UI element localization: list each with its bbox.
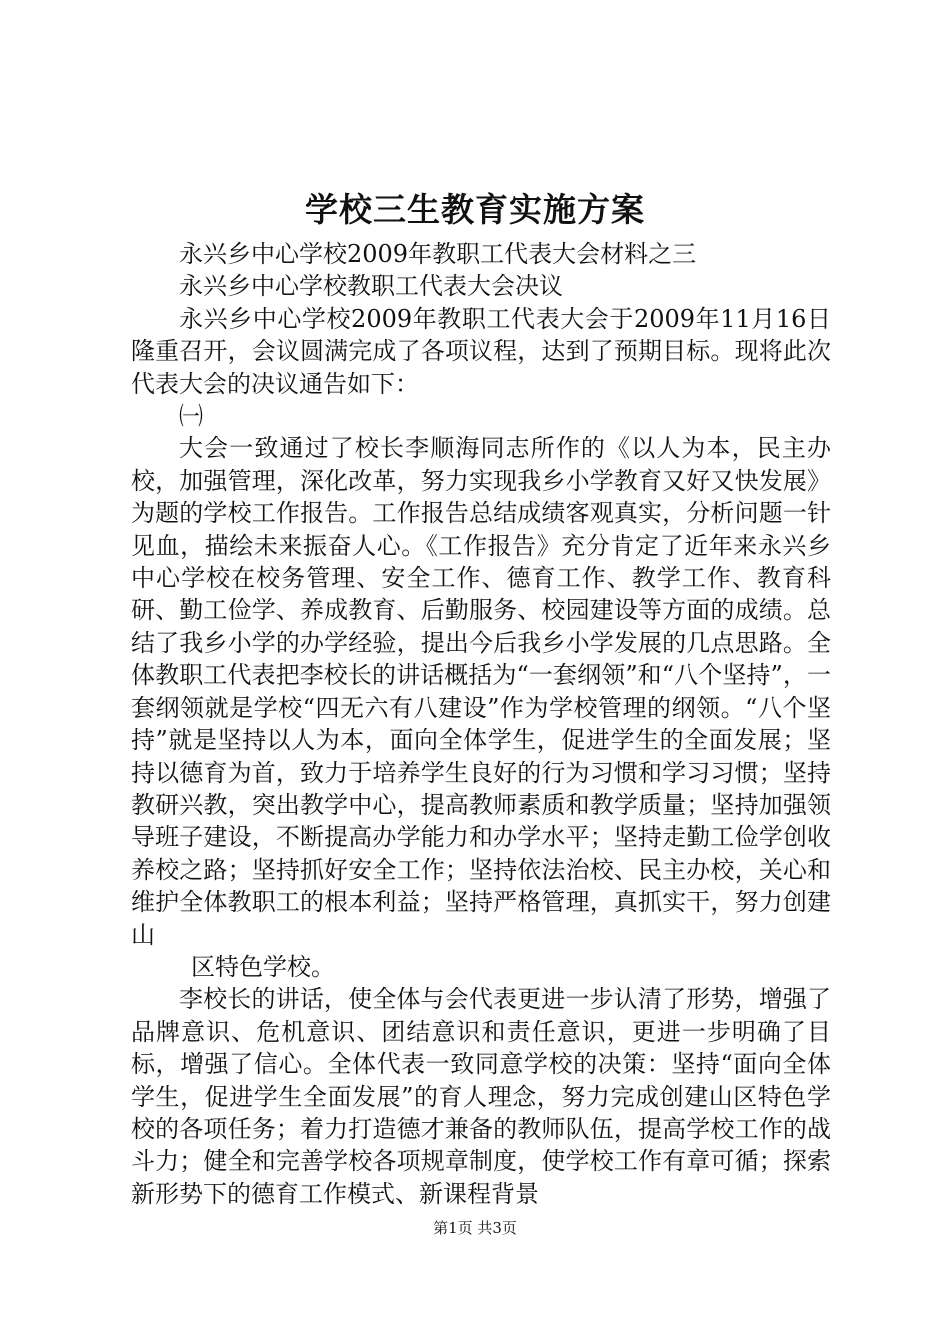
document-body: [131, 238, 831, 1210]
section-number: ㈠: [179, 402, 203, 431]
paragraph-intro: 永兴乡中心学校2009年教职工代表大会于2009年11月16日隆重召开，会议圆满完成了各项议程，达到了预期目标。现将此次代表大会的决议通告如下：: [131, 304, 831, 398]
paragraph-material-heading: 永兴乡中心学校2009年教职工代表大会材料之三: [179, 240, 697, 268]
paragraph-report: 大会一致通过了校长李顺海同志所作的《以人为本，民主办校，加强管理，深化改革，努力实现我乡小学教育又好又快发展》为题的学校工作报告。工作报告总结成绩客观真实，分析问题一针见血，描绘未来振奋人心。《工作报告》充分肯定了近年来永兴乡中心学校在校务管理、安全工作、德育工作、教学工作、教育科研、勤工俭学、养成教育、后勤服务、校园建设等方面的成绩。总结了我乡小学的办学经验，提出今后我乡小学发展的几点思路。全体教职工代表把李校长的讲话概括为“一套纲领”和“八个坚持”，一套纲领就是学校“四无六有八建设”作为学校管理的纲领。“八个坚持”就是坚持以人为本，面向全体学生，促进学生的全面发展；坚持以德育为首，致力于培养学生良好的行为习惯和学习习惯；坚持教研兴教，突出教学中心，提高教师素质和教学质量；坚持加强领导班子建设，不断提高办学能力和办学水平；坚持走勤工俭学创收养校之路；坚持抓好安全工作；坚持依法治校、民主办校，关心和维护全体教职工的根本利益；坚持严格管理，真抓实干，努力创建山: [131, 434, 831, 949]
page-footer: 第1页 共3页: [433, 1219, 517, 1237]
paragraph-resolution-heading: 永兴乡中心学校教职工代表大会决议: [179, 272, 563, 301]
paragraph-speech: 李校长的讲话，使全体与会代表更进一步认清了形势，增强了品牌意识、危机意识、团结意识和责任意识，更进一步明确了目标，增强了信心。全体代表一致同意学校的决策：坚持“面向全体学生，促进学生全面发展”的育人理念，努力完成创建山区特色学校的各项任务；着力打造德才兼备的教师队伍，提高学校工作的战斗力；健全和完善学校各项规章制度，使学校工作有章可循；探索新形势下的德育工作模式、新课程背景: [131, 985, 831, 1208]
paragraph-continuation: 区特色学校。: [191, 952, 335, 981]
document-title: 学校三生教育实施方案: [305, 190, 645, 229]
